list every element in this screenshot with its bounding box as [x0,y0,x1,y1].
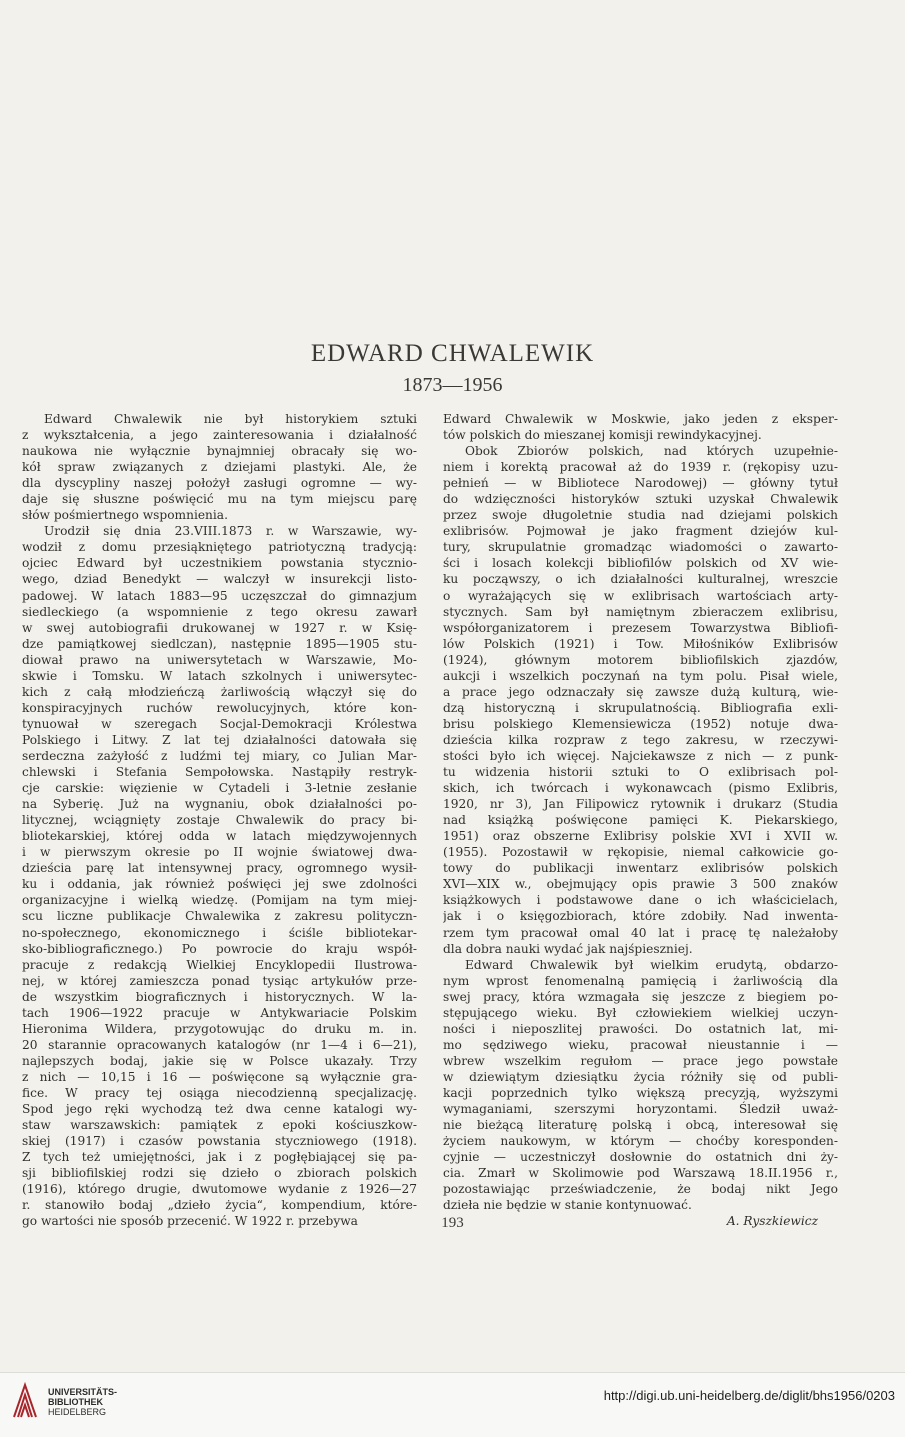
text-line: mo sędziwego wieku, pracował nieustannie i — [443,1037,838,1052]
text-line: pracuje z redakcją Wielkiej Encyklopedii Ilustrowa- [22,957,417,972]
text-line: i w pierwszym okresie po II wojnie światowej dwa- [22,845,417,860]
text-line: wego, dziad Benedykt — walczył w insurekcji listo- [22,572,417,587]
left-column [22,411,417,1229]
text-line: Edward Chwalewik w Moskwie, jako jeden z eksper- [443,412,838,426]
text-line: serdeczna zażyłość z ludźmi tej miary, co Julian Mar- [22,748,417,763]
text-line: rzem tym pracował omal 40 lat i pracę tę należałoby [443,925,838,940]
text-line: (1955). Pozostawił w rękopisie, niemal całkowicie go- [443,845,838,860]
text-line: w dziewiątym dziesiątku życia różniły się od publi- [443,1069,838,1084]
text-line: z wykształcenia, a jego zainteresowania i działalność [22,428,417,443]
text-line: litycznej, wciągnięty zostaje Chwalewik do pracy bi- [22,813,417,828]
text-line: wodził z domu przesiąkniętego patriotyczną tradycją: [22,540,417,555]
text-line: ści i losach kolekcji bibliofilów polskich od XV wie- [443,556,838,571]
text-line: z nich — 10,15 i 16 — poświęcone są wyłącznie gra- [22,1069,417,1084]
text-line: stycznych. Sam był namiętnym zbieraczem exlibrisu, [443,604,838,619]
text-line: cje carskie: więzienie w Cytadeli i 3-letnie zesłanie [22,781,417,796]
text-line: kich z całą młodzieńczą żarliwością włączył się do [22,684,417,699]
text-line: (1916), którego drugie, dwutomowe wydanie z 1926—27 [22,1182,417,1197]
article-years: 1873—1956 [402,374,503,396]
text-line: Urodził się dnia 23.VIII.1873 r. w Warszawie, wy- [44,524,417,539]
text-line: konspiracyjnych ruchów rewolucyjnych, które kon- [22,700,417,715]
text-line: dla dyscypliny naszej położył zasługi ogromne — wy- [22,476,417,491]
text-line: cyjnie — uczestniczył dosłownie do ostatnich dni ży- [443,1150,838,1165]
text-line: exlibrisów. Pojmował je jako fragment dziejów kul- [443,524,838,539]
text-line: ojciec Edward był uczestnikiem powstania stycznio- [22,556,417,571]
text-line: dla dobra nauki wydać jak najśpieszniej. [443,941,693,956]
text-line: nej, w której zamieszcza ponad tysiąc artykułów prze- [22,973,417,988]
text-line: ności i nieposzlitej prawości. Do ostatnich lat, mi- [443,1021,838,1036]
text-line: książkowych i podstawowe dane o ich właścicielach, [443,893,838,908]
text-line: dzieścia kilka rozpraw z tego zakresu, w rzeczywi- [443,732,838,747]
text-line: najlepszych bodaj, jakie się w Polsce ukazały. Trzy [22,1053,417,1068]
text-line: ku począwszy, o ich działalności kulturalnej, wreszcie [443,572,838,587]
text-line: cia. Zmarł w Skolimowie pod Warszawą 18.II.1956 r., [443,1166,838,1181]
article-title: EDWARD CHWALEWIK [310,340,595,367]
text-line: naukowa nie wyłącznie bynajmniej obracały się wo- [22,444,417,459]
text-line: słów pośmiertnego wspomnienia. [22,508,228,523]
text-line: przez swoje długoletnie studia nad dziejami polskich [443,508,838,523]
text-line: lów Polskich (1921) i Tow. Miłośników Exlibrisów [443,636,838,651]
text-line: swej pracy, która wzmagała się jeszcze z biegiem po- [443,989,838,1004]
logo-line-3: HEIDELBERG [48,1407,107,1417]
text-line: de wszystkim biograficznych i historycznych. W la- [22,989,417,1004]
text-line: scu liczne publikacje Chwalewika z zakresu polityczn- [22,909,417,924]
text-line: do wdzięczności historyków sztuki uzyskał Chwalewik [443,492,838,507]
text-line: Hieronima Wildera, przygotowując do druku m. in. [22,1021,417,1036]
text-line: (1924), głównym motorem bibliofilskich zjazdów, [443,652,838,667]
text-line: siedleckiego (a wspomnienie z tego okresu zawarł [22,604,417,619]
page-number: 193 [441,1215,464,1231]
text-line: 20 starannie opracowanych katalogów (nr 1—4 i 6—21), [22,1037,417,1052]
text-line: na Syberię. Już na wygnaniu, obok działalności po- [22,797,417,812]
text-line: kacji poprzednich tylko większą precyzją, wyższymi [443,1085,838,1100]
text-line: brisu polskiego Klemensiewicza (1952) notuje dwa- [443,716,838,731]
text-line: stości było ich więcej. Najciekawsze z nich — z punk- [443,748,838,763]
library-logo-text [48,1387,117,1417]
text-line: 1920, nr 3), Jan Filipowicz rytownik i drukarz (Studia [443,797,838,812]
text-line: współorganizatorem i prezesem Towarzystwa Bibliofi- [443,620,838,635]
text-line: Edward Chwalewik nie był historykiem sztuki [44,412,417,426]
text-line: skiej (1917) i czasów powstania styczniowego (1918). [22,1134,417,1149]
text-line: Obok Zbiorów polskich, nad których uzupełnie- [465,444,838,459]
text-line: XVI—XIX w., obejmujący opis prawie 3 500 znaków [443,877,838,892]
text-line: fice. W pracy tej osiąga niecodzienną specjalizację. [22,1085,417,1100]
text-line: r. stanowiło bodaj „dzieło życia“, kompendium, które- [22,1198,417,1213]
text-line: chlewski i Stefania Sempołowska. Nastąpiły restryk- [22,765,417,780]
text-line: Z tych też umiejętności, jak i z pogłębiającej się pa- [22,1150,417,1165]
text-line: bliotekarskiej, której odda w latach międzywojennych [22,829,417,844]
text-line: go wartości nie sposób przecenić. W 1922 r. przebywa [22,1214,358,1229]
text-line: aukcji i wszelkich poczynań na tym polu. Pisał wiele, [443,668,838,683]
text-line: tu widzenia historii sztuki to O exlibrisach pol- [443,765,838,780]
text-line: wbrew wszelkim regułom — prace jego powstałe [443,1053,838,1068]
text-line: sji bibliofilskiej rodzi się dzieło o zbiorach polskich [22,1166,417,1181]
text-line: tach 1906—1922 pracuje w Antykwariacie Polskim [22,1005,417,1020]
text-line: pełnień — w Bibliotece Narodowej) — główny tytuł [443,476,838,491]
text-line: skwie i Tomsku. W latach szkolnych i uniwersytec- [22,668,417,683]
library-logo-icon [10,1381,40,1421]
text-line: dzą historyczną i skrupulatnością. Bibliografia exli- [443,700,838,715]
text-line: staw warszawskich: pamiątek z epoki kościuszkow- [22,1118,417,1133]
text-line: tów polskich do mieszanej komisji rewindykacyjnej. [443,428,762,443]
text-line: Edward Chwalewik był wielkim erudytą, obdarzo- [465,957,838,972]
text-line: o wyrażających się w exlibrisach wartościach arty- [443,588,838,603]
text-line: nad książką poświęcone pamięci K. Piekarskiego, [443,813,838,828]
text-line: nie bieżącą literaturę polską i obcą, interesował się [443,1118,838,1133]
text-line: pozostawiając przeświadczenie, że bodaj nikt Jego [443,1182,838,1197]
text-line: organizacyjne i wielką wiedzę. (Pomijam na tym miej- [22,893,417,908]
text-line: diował prawo na uniwersytetach w Warszawie, Mo- [22,652,417,667]
text-line: dzieła nie będzie w stanie kontynuować. [443,1198,692,1213]
text-line: dzieścia parę lat intensywnej pracy, ogromnego wysił- [22,861,417,876]
text-line: tynuował w szeregach Socjal-Demokracji Królestwa [22,716,417,731]
logo-line-2: BIBLIOTHEK [48,1397,103,1407]
text-line: no-społecznego, ekonomicznego i ściśle bibliotekar- [22,925,417,940]
source-url[interactable]: http://digi.ub.uni-heidelberg.de/diglit/bhs1956/0203 [603,1388,895,1403]
text-line: tury, skrupulatnie gromadząc wiadomości o zawarto- [443,540,838,555]
text-line: niem i korektą pracował aż do 1939 r. (rękopisy uzu- [443,460,838,475]
text-line: skich, ich twórcach i wykonawcach (pismo Exlibris, [443,781,838,796]
text-line: padowej. W latach 1883—95 uczęszczał do gimnazjum [22,588,417,603]
author-signature: A. Ryszkiewicz [726,1214,818,1229]
text-line: daje się słuszne poświęcić mu na tym miejscu parę [22,492,417,507]
text-line: towy do publikacji inwentarz exlibrisów polskich [443,861,838,876]
footer-bar [0,1372,905,1437]
text-line: dze pamiątkowej siedlczan), następnie 1895—1905 stu- [22,636,417,651]
text-line: kół spraw związanych z dziejami plastyki. Ale, że [22,460,417,475]
text-line: Spod jego ręki wychodzą też dwa cenne katalogi wy- [22,1102,417,1117]
text-line: jak i o księgozbiorach, które zdobiły. Nad inwenta- [443,909,838,924]
right-column [443,411,838,1229]
text-line: wymaganiami, szerszymi horyzontami. Śledził uważ- [443,1102,838,1117]
text-line: sko-bibliograficznego.) Po powrocie do kraju współ- [22,941,417,956]
text-line: w swej autobiografii drukowanej w 1927 r. w Księ- [22,620,417,635]
text-line: życiem naukowym, w którym — choćby koresponden- [443,1134,838,1149]
logo-line-1: UNIVERSITÄTS- [48,1387,118,1397]
text-line: 1951) oraz obszerne Exlibrisy polskie XVI i XVII w. [443,829,838,844]
text-line: Polskiego i Litwy. Z lat tej działalności datowała się [22,732,417,747]
text-line: ku i oddania, jak również poświęci jej swe zdolności [22,877,417,892]
text-line: a prace jego odznaczały się zawsze dużą kulturą, wie- [443,684,838,699]
text-line: nym wprost fenomenalną pamięcią i żarliwością dla [443,973,838,988]
text-line: stępującego wieku. Był człowiekiem wielkiej uczyn- [443,1005,838,1020]
